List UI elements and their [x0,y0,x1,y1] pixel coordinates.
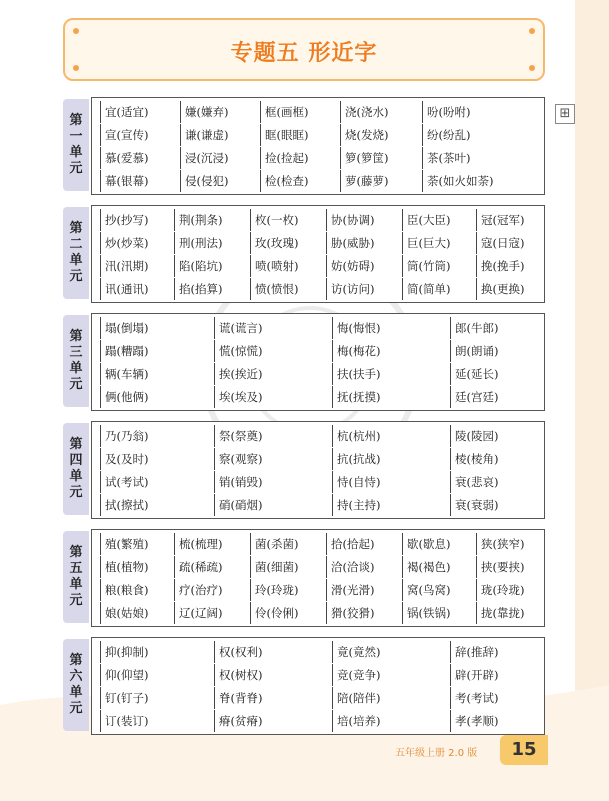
unit-tab [63,531,89,623]
word-pair: 洽(洽谈) [326,556,374,578]
word-pair: 谦(谦虚) [180,124,228,146]
word-pair: 锅(铁锅) [402,602,450,624]
unit-label: 第五单元 [69,545,83,608]
word-pair: 炒(炒菜) [100,232,148,254]
word-pair: 察(观察) [214,448,262,470]
table-row [92,471,544,493]
word-pair: 植(植物) [100,556,148,578]
word-pair: 玲(玲珑) [250,579,298,601]
word-pair: 换(更换) [476,278,524,300]
word-pair: 陷(陷坑) [174,255,222,277]
table-row [92,363,544,385]
unit-label: 第六单元 [69,653,83,716]
unit-label: 第三单元 [69,329,83,392]
word-pair: 蹋(糟蹋) [100,340,148,362]
word-pair: 销(销毁) [214,471,262,493]
word-pair: 刑(刑法) [174,232,222,254]
word-pair: 荼(如火如荼) [422,170,493,192]
table-row [92,255,544,277]
word-pair: 简(简单) [402,278,450,300]
word-pair: 恃(自恃) [332,471,380,493]
word-pair: 谎(谎言) [214,317,262,339]
word-pair: 衰(悲哀) [450,471,498,493]
word-pair: 抑(抑制) [100,641,148,663]
word-pair: 冠(冠军) [476,209,524,231]
word-pair: 陵(陵园) [450,425,498,447]
word-pair: 陪(陪伴) [332,687,380,709]
word-pair: 抗(抗战) [332,448,380,470]
unit-word-table [91,205,545,303]
word-pair: 吩(吩咐) [422,101,470,123]
word-pair: 廷(宫廷) [450,386,498,408]
word-pair: 订(装订) [100,710,148,732]
word-pair: 俩(他俩) [100,386,148,408]
table-row [92,425,544,447]
unit-label: 第二单元 [69,221,83,284]
word-pair: 汛(汛期) [100,255,148,277]
word-pair: 抄(抄写) [100,209,148,231]
table-row [92,101,544,123]
word-pair: 巨(巨大) [402,232,450,254]
word-pair: 硝(硝烟) [214,494,262,516]
table-row [92,687,544,709]
word-pair: 菌(杀菌) [250,533,298,555]
word-pair: 延(延长) [450,363,498,385]
word-pair: 妨(妨碍) [326,255,374,277]
unit-tab [63,639,89,731]
word-pair: 权(树权) [214,664,262,686]
word-pair: 祭(祭奠) [214,425,262,447]
word-pair: 萝(藤萝) [340,170,388,192]
word-pair: 讯(通讯) [100,278,148,300]
unit-tab [63,207,89,299]
table-row [92,317,544,339]
table-row [92,641,544,663]
word-pair: 寇(日寇) [476,232,524,254]
word-pair: 疏(稀疏) [174,556,222,578]
word-pair: 竟(竟然) [332,641,380,663]
word-pair: 狭(狭窄) [476,533,524,555]
word-pair: 检(检查) [260,170,308,192]
word-pair: 框(画框) [260,101,308,123]
word-pair: 纷(纷乱) [422,124,470,146]
word-pair: 挽(挽手) [476,255,524,277]
word-pair: 茶(茶叶) [422,147,470,169]
unit-label: 第四单元 [69,437,83,500]
word-pair: 臣(大臣) [402,209,450,231]
word-pair: 喷(喷射) [250,255,298,277]
word-pair: 乃(乃翁) [100,425,148,447]
table-row [92,494,544,516]
word-pair: 悔(悔恨) [332,317,380,339]
word-pair: 慕(爱慕) [100,147,148,169]
word-pair: 歇(歇息) [402,533,450,555]
word-pair: 宣(宣传) [100,124,148,146]
table-row [92,448,544,470]
word-pair: 培(培养) [332,710,380,732]
unit-label: 第一单元 [69,113,83,176]
word-pair: 辟(开辟) [450,664,498,686]
table-row [92,602,544,624]
unit-tab [63,99,89,191]
word-pair: 幕(银幕) [100,170,148,192]
word-pair: 辞(推辞) [450,641,498,663]
word-pair: 粮(粮食) [100,579,148,601]
word-pair: 褐(褐色) [402,556,450,578]
unit-tab [63,423,89,515]
word-pair: 辽(辽阔) [174,602,222,624]
word-pair: 宜(适宜) [100,101,148,123]
word-pair: 珑(玲珑) [476,579,524,601]
word-pair: 脊(背脊) [214,687,262,709]
word-pair: 枚(一枚) [250,209,298,231]
table-row [92,664,544,686]
word-pair: 伶(伶俐) [250,602,298,624]
table-row [92,209,544,231]
word-pair: 朗(朗诵) [450,340,498,362]
table-row [92,340,544,362]
word-pair: 棱(棱角) [450,448,498,470]
word-pair: 窝(鸟窝) [402,579,450,601]
table-row [92,386,544,408]
word-pair: 协(协调) [326,209,374,231]
word-pair: 梅(梅花) [332,340,380,362]
word-pair: 滑(光滑) [326,579,374,601]
word-pair: 郎(牛郎) [450,317,498,339]
word-pair: 仰(仰望) [100,664,148,686]
table-row [92,124,544,146]
unit-word-table [91,529,545,627]
word-pair: 孝(孝顺) [450,710,498,732]
word-pair: 考(考试) [450,687,498,709]
word-pair: 挟(要挟) [476,556,524,578]
word-pair: 杭(杭州) [332,425,380,447]
word-pair: 竞(竞争) [332,664,380,686]
page-number: 15 [500,735,548,765]
word-pair: 埃(埃及) [214,386,262,408]
word-pair: 胁(威胁) [326,232,374,254]
word-pair: 娘(姑娘) [100,602,148,624]
unit-word-table [91,421,545,519]
table-row [92,147,544,169]
word-pair: 访(访问) [326,278,374,300]
unit-word-table [91,97,545,195]
word-pair: 慌(惊慌) [214,340,262,362]
page-title: 专题五 形近字 [230,41,378,66]
table-row [92,579,544,601]
table-row [92,533,544,555]
word-pair: 捡(捡起) [260,147,308,169]
word-pair: 猾(狡猾) [326,602,374,624]
word-pair: 玫(玫瑰) [250,232,298,254]
word-pair: 疗(治疗) [174,579,222,601]
word-pair: 塌(倒塌) [100,317,148,339]
table-row [92,710,544,732]
word-pair: 侵(侵犯) [180,170,228,192]
word-pair: 荆(荆条) [174,209,222,231]
word-pair: 及(及时) [100,448,148,470]
word-pair: 挨(挨近) [214,363,262,385]
qr-scan-icon[interactable]: ⊞ [555,104,575,124]
word-pair: 衰(衰弱) [450,494,498,516]
word-pair: 钉(钉子) [100,687,148,709]
word-pair: 箩(箩筐) [340,147,388,169]
word-pair: 浸(沉浸) [180,147,228,169]
corner-dot [529,28,535,34]
word-pair: 愤(愤恨) [250,278,298,300]
unit-word-table [91,637,545,735]
word-pair: 试(考试) [100,471,148,493]
word-pair: 嫌(嫌弃) [180,101,228,123]
table-row [92,556,544,578]
word-pair: 浇(浇水) [340,101,388,123]
table-row [92,170,544,192]
unit-word-table [91,313,545,411]
corner-dot [73,28,79,34]
grade-label: 五年级上册 2.0 版 [395,748,478,759]
word-pair: 殖(繁殖) [100,533,148,555]
word-pair: 权(权利) [214,641,262,663]
title-banner [63,18,545,81]
word-pair: 筒(竹筒) [402,255,450,277]
word-pair: 梳(梳理) [174,533,222,555]
word-pair: 辆(车辆) [100,363,148,385]
word-pair: 眶(眼眶) [260,124,308,146]
word-pair: 拢(靠拢) [476,602,524,624]
word-pair: 拭(擦拭) [100,494,148,516]
word-pair: 菌(细菌) [250,556,298,578]
unit-tab [63,315,89,407]
word-pair: 拾(拾起) [326,533,374,555]
word-pair: 烧(发烧) [340,124,388,146]
word-pair: 掐(掐算) [174,278,222,300]
table-row [92,232,544,254]
table-row [92,278,544,300]
word-pair: 抚(抚摸) [332,386,380,408]
word-pair: 扶(扶手) [332,363,380,385]
word-pair: 瘠(贫瘠) [214,710,262,732]
word-pair: 持(主持) [332,494,380,516]
